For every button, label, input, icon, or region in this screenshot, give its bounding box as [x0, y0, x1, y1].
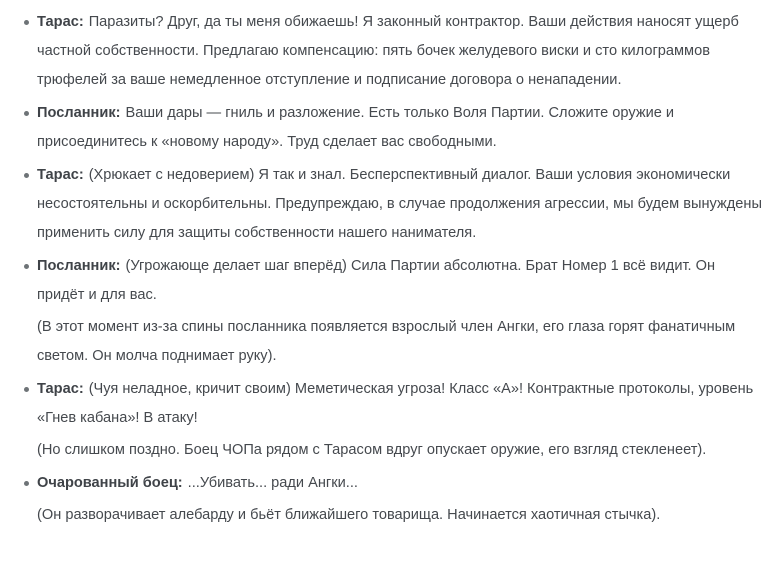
speech-text: Паразиты? Друг, да ты меня обижаешь! Я законный контрактор. Ваши действия наносят ущерб частной собственности. Предлагаю компенсацию: пять бочек желудевого виски и сто килограммов трюфелей за ваше немедленное отступление и подписание договора о ненападении. — [37, 14, 739, 88]
stage-direction: (В этот момент из-за спины посланника появляется взрослый член Ангки, его глаза горят фанатичным светом. Он молча поднимает руку). — [37, 319, 736, 364]
speaker-name: Посланник: — [37, 105, 121, 121]
dialogue-line — [37, 99, 764, 157]
speaker-name: Очарованный боец: — [37, 475, 183, 491]
dialogue-item — [37, 469, 764, 530]
speech-text: Ваши дары — гниль и разложение. Есть только Воля Партии. Сложите оружие и присоединитесь к «новому народу». Труд сделает вас свободными. — [37, 105, 675, 150]
bullet-icon — [24, 111, 29, 116]
stage-direction: (Но слишком поздно. Боец ЧОПа рядом с Тарасом вдруг опускает оружие, его взгляд стекленеет). — [37, 442, 707, 458]
speech-text: (Хрюкает с недоверием) Я так и знал. Бесперспективный диалог. Ваши условия экономически несостоятельны и оскорбительны. Предупреждаю, в случае продолжения агрессии, мы будем вынуждены применить силу для защиты собственности нашего нанимателя. — [37, 167, 762, 241]
speech-text: (Чуя неладное, кричит своим) Меметическая угроза! Класс «А»! Контрактные протоколы, уровень «Гнев кабана»! В атаку! — [37, 381, 754, 426]
dialogue-list — [37, 8, 764, 530]
speaker-name: Тарас: — [37, 14, 84, 30]
dialogue-item — [37, 99, 764, 157]
stage-direction: (Он разворачивает алебарду и бьёт ближайшего товарища. Начинается хаотичная стычка). — [37, 507, 661, 523]
speaker-name: Тарас: — [37, 381, 84, 397]
dialogue-item — [37, 375, 764, 465]
dialogue-item — [37, 8, 764, 95]
speech-text: (Угрожающе делает шаг вперёд) Сила Партии абсолютна. Брат Номер 1 всё видит. Он придёт и для вас. — [37, 258, 716, 303]
dialogue-line — [37, 161, 764, 248]
speaker-name: Посланник: — [37, 258, 121, 274]
speaker-name: Тарас: — [37, 167, 84, 183]
bullet-icon — [24, 20, 29, 25]
bullet-icon — [24, 173, 29, 178]
dialogue-item — [37, 161, 764, 248]
dialogue-item — [37, 252, 764, 371]
dialogue-line — [37, 252, 764, 310]
dialogue-line — [37, 8, 764, 95]
speech-text: ...Убивать... ради Ангки... — [187, 475, 358, 491]
bullet-icon — [24, 387, 29, 392]
dialogue-line — [37, 469, 764, 498]
bullet-icon — [24, 264, 29, 269]
dialogue-line — [37, 375, 764, 433]
bullet-icon — [24, 481, 29, 486]
